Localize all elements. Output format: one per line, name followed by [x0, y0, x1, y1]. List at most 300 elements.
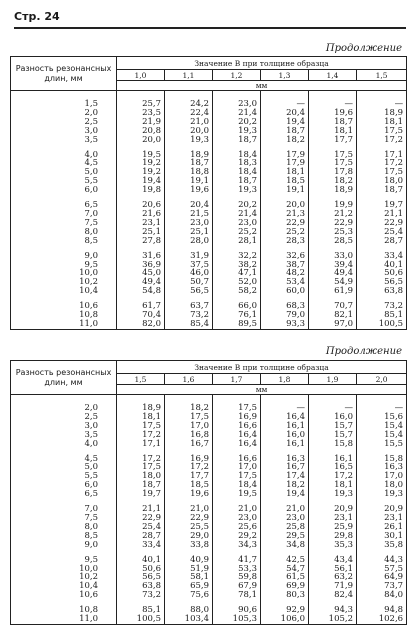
- thickness-header: 1,8: [261, 374, 309, 385]
- value-cell: 15,6: [357, 413, 407, 422]
- value-cell: 17,2: [117, 431, 165, 440]
- value-cell: 25,1: [165, 228, 213, 237]
- value-cell: 15,8: [309, 440, 357, 449]
- value-cell: 21,3: [261, 210, 309, 219]
- value-cell: 19,5: [213, 490, 261, 499]
- value-cell: —: [261, 404, 309, 413]
- value-cell: 15,7: [309, 431, 357, 440]
- value-cell: 23,1: [309, 514, 357, 523]
- length-diff-cell: 3,5: [11, 431, 117, 440]
- value-cell: 18,3: [213, 159, 261, 168]
- gap-cell: [11, 395, 117, 405]
- length-diff-cell: 2,0: [11, 404, 117, 413]
- value-cell: 17,9: [261, 151, 309, 160]
- length-diff-cell: 10,0: [11, 565, 117, 574]
- value-cell: —: [309, 404, 357, 413]
- value-cell: 78,1: [213, 591, 261, 600]
- value-cell: 17,0: [213, 463, 261, 472]
- value-cell: 22,4: [165, 109, 213, 118]
- value-cell: 18,7: [309, 118, 357, 127]
- value-cell: 32,2: [213, 252, 261, 261]
- value-cell: 17,4: [261, 472, 309, 481]
- value-cell: 38,2: [213, 261, 261, 270]
- value-cell: 105,3: [213, 615, 261, 624]
- value-cell: 18,2: [261, 481, 309, 490]
- value-cell: 19,6: [165, 490, 213, 499]
- value-cell: 28,7: [357, 237, 407, 246]
- value-cell: 17,2: [357, 159, 407, 168]
- continuation-label-1: Продолжение: [325, 43, 402, 54]
- value-cell: 18,4: [213, 168, 261, 177]
- value-cell: 63,7: [165, 302, 213, 311]
- value-cell: 21,0: [165, 505, 213, 514]
- value-cell: —: [261, 100, 309, 109]
- thickness-header: 1,4: [309, 70, 357, 81]
- value-cell: 29,5: [261, 532, 309, 541]
- value-cell: 39,4: [309, 261, 357, 270]
- value-cell: 29,2: [213, 532, 261, 541]
- value-cell: 58,1: [165, 573, 213, 582]
- value-cell: 37,5: [165, 261, 213, 270]
- value-cell: 28,3: [261, 237, 309, 246]
- value-cell: 21,1: [117, 505, 165, 514]
- length-diff-cell: 10,4: [11, 582, 117, 591]
- value-cell: 19,7: [117, 490, 165, 499]
- value-cell: 75,6: [165, 591, 213, 600]
- table-row: [11, 320, 407, 329]
- value-cell: 16,7: [261, 463, 309, 472]
- value-cell: 63,8: [117, 582, 165, 591]
- value-cell: 25,9: [309, 523, 357, 532]
- value-cell: 102,6: [357, 615, 407, 624]
- value-cell: 61,9: [309, 287, 357, 296]
- value-cell: 19,3: [165, 136, 213, 145]
- length-diff-cell: 4,0: [11, 440, 117, 449]
- value-cell: 17,0: [357, 472, 407, 481]
- length-diff-cell: 9,0: [11, 541, 117, 550]
- length-diff-cell: 9,0: [11, 252, 117, 261]
- value-cell: 21,2: [309, 210, 357, 219]
- value-cell: 33,8: [165, 541, 213, 550]
- value-cell: 17,2: [357, 136, 407, 145]
- values-table-2: [10, 360, 407, 625]
- value-cell: 68,3: [261, 302, 309, 311]
- value-cell: 17,5: [357, 127, 407, 136]
- table-row: [11, 186, 407, 195]
- table-body: [11, 395, 407, 625]
- value-cell: 17,9: [261, 159, 309, 168]
- value-cell: 17,5: [309, 151, 357, 160]
- value-cell: 73,7: [357, 582, 407, 591]
- value-cell: 23,5: [117, 109, 165, 118]
- value-cell: 25,4: [117, 523, 165, 532]
- value-cell: 25,8: [261, 523, 309, 532]
- length-diff-cell: 10,0: [11, 269, 117, 278]
- value-cell: 22,9: [357, 219, 407, 228]
- length-diff-cell: 8,0: [11, 228, 117, 237]
- value-cell: 25,1: [117, 228, 165, 237]
- value-cell: 32,6: [261, 252, 309, 261]
- value-cell: 18,1: [309, 481, 357, 490]
- length-diff-cell: 7,0: [11, 210, 117, 219]
- value-cell: 21,0: [213, 505, 261, 514]
- value-cell: 19,3: [213, 186, 261, 195]
- length-diff-cell: 6,0: [11, 186, 117, 195]
- value-cell: 71,9: [309, 582, 357, 591]
- length-diff-cell: 10,8: [11, 606, 117, 615]
- value-cell: 33,4: [117, 541, 165, 550]
- value-cell: 17,7: [165, 472, 213, 481]
- value-cell: —: [357, 100, 407, 109]
- length-diff-cell: 2,5: [11, 118, 117, 127]
- value-cell: 17,1: [357, 151, 407, 160]
- value-cell: 28,5: [309, 237, 357, 246]
- value-cell: 18,4: [213, 481, 261, 490]
- value-cell: 61,5: [261, 573, 309, 582]
- value-cell: 22,9: [165, 514, 213, 523]
- value-cell: 40,1: [357, 261, 407, 270]
- length-diff-cell: 10,6: [11, 302, 117, 311]
- value-cell: 90,6: [213, 606, 261, 615]
- length-diff-cell: 10,2: [11, 278, 117, 287]
- value-cell: 19,2: [117, 159, 165, 168]
- thickness-header: 1,6: [165, 374, 213, 385]
- value-cell: 28,7: [117, 532, 165, 541]
- value-cell: 35,3: [309, 541, 357, 550]
- value-header: Значение B при толщине образца: [117, 57, 407, 70]
- value-cell: 22,9: [117, 514, 165, 523]
- value-cell: 25,7: [117, 100, 165, 109]
- page-header: Стр. 24: [14, 10, 60, 23]
- value-cell: 18,0: [357, 177, 407, 186]
- value-cell: 16,9: [213, 413, 261, 422]
- value-cell: 67,9: [213, 582, 261, 591]
- value-cell: 89,5: [213, 320, 261, 329]
- value-cell: 63,2: [309, 573, 357, 582]
- length-diff-cell: 3,0: [11, 127, 117, 136]
- value-cell: 50,7: [165, 278, 213, 287]
- length-diff-cell: 4,0: [11, 151, 117, 160]
- header-rule: [14, 27, 406, 29]
- value-cell: 47,1: [213, 269, 261, 278]
- value-cell: 57,5: [357, 565, 407, 574]
- value-cell: 88,0: [165, 606, 213, 615]
- value-cell: 70,4: [117, 311, 165, 320]
- value-cell: 16,9: [165, 455, 213, 464]
- value-cell: 94,8: [357, 606, 407, 615]
- value-cell: 100,5: [357, 320, 407, 329]
- table-row: [11, 490, 407, 499]
- value-cell: 19,1: [165, 177, 213, 186]
- values-table-1: [10, 56, 407, 330]
- thickness-header: 1,5: [357, 70, 407, 81]
- table-header: [11, 57, 407, 91]
- value-cell: 92,9: [261, 606, 309, 615]
- value-cell: 17,2: [309, 472, 357, 481]
- value-cell: 25,5: [165, 523, 213, 532]
- value-cell: 19,3: [357, 490, 407, 499]
- value-cell: 73,2: [165, 311, 213, 320]
- value-cell: 69,9: [261, 582, 309, 591]
- length-diff-cell: 7,0: [11, 505, 117, 514]
- value-cell: 60,0: [261, 287, 309, 296]
- value-cell: 19,3: [213, 127, 261, 136]
- value-cell: 16,4: [213, 431, 261, 440]
- value-cell: 20,4: [165, 201, 213, 210]
- value-cell: 23,0: [213, 219, 261, 228]
- value-cell: 56,1: [309, 565, 357, 574]
- length-diff-cell: 8,5: [11, 237, 117, 246]
- value-cell: 23,0: [213, 514, 261, 523]
- value-cell: 19,6: [309, 109, 357, 118]
- value-cell: 54,7: [261, 565, 309, 574]
- value-cell: 23,0: [213, 100, 261, 109]
- value-cell: 61,7: [117, 302, 165, 311]
- value-cell: 49,4: [117, 278, 165, 287]
- unit-header: мм: [117, 385, 407, 395]
- value-cell: 17,5: [117, 463, 165, 472]
- length-diff-cell: 6,5: [11, 490, 117, 499]
- value-cell: 18,8: [165, 168, 213, 177]
- unit-header: мм: [117, 81, 407, 91]
- value-cell: 16,4: [213, 440, 261, 449]
- value-cell: 56,5: [165, 287, 213, 296]
- value-cell: 17,5: [213, 404, 261, 413]
- value-cell: 24,2: [165, 100, 213, 109]
- value-cell: 22,9: [309, 219, 357, 228]
- value-cell: 25,4: [357, 228, 407, 237]
- value-cell: 45,0: [117, 269, 165, 278]
- value-cell: 20,9: [309, 505, 357, 514]
- value-cell: 21,4: [213, 109, 261, 118]
- length-diff-cell: 3,0: [11, 422, 117, 431]
- value-cell: 70,7: [309, 302, 357, 311]
- value-cell: 19,4: [261, 490, 309, 499]
- thickness-header: 1,2: [213, 70, 261, 81]
- value-cell: 18,7: [261, 127, 309, 136]
- value-cell: 15,4: [357, 422, 407, 431]
- length-diff-cell: 5,5: [11, 472, 117, 481]
- value-cell: 18,1: [261, 168, 309, 177]
- value-cell: 16,6: [213, 455, 261, 464]
- length-diff-cell: 7,5: [11, 514, 117, 523]
- value-cell: 23,0: [261, 514, 309, 523]
- value-cell: 17,1: [117, 440, 165, 449]
- value-cell: 21,5: [165, 210, 213, 219]
- value-cell: 16,7: [165, 440, 213, 449]
- value-cell: 18,7: [165, 159, 213, 168]
- value-cell: 50,6: [117, 565, 165, 574]
- value-cell: 16,1: [309, 455, 357, 464]
- value-cell: 66,0: [213, 302, 261, 311]
- value-cell: 18,7: [213, 177, 261, 186]
- length-diff-cell: 6,5: [11, 201, 117, 210]
- length-diff-cell: 10,8: [11, 311, 117, 320]
- value-cell: 18,2: [309, 177, 357, 186]
- value-cell: 23,0: [165, 219, 213, 228]
- value-cell: 17,8: [309, 168, 357, 177]
- thickness-header: 1,3: [261, 70, 309, 81]
- length-diff-cell: 10,4: [11, 287, 117, 296]
- value-cell: 18,5: [261, 177, 309, 186]
- value-cell: 20,0: [261, 201, 309, 210]
- table-row: [11, 541, 407, 550]
- value-cell: 19,8: [117, 186, 165, 195]
- value-cell: 18,9: [117, 404, 165, 413]
- value-cell: 50,6: [357, 269, 407, 278]
- value-cell: 51,9: [165, 565, 213, 574]
- value-cell: 16,3: [261, 455, 309, 464]
- value-cell: 22,9: [261, 219, 309, 228]
- value-cell: 54,9: [309, 278, 357, 287]
- length-diff-cell: 5,0: [11, 463, 117, 472]
- value-cell: 17,5: [213, 472, 261, 481]
- value-cell: —: [309, 100, 357, 109]
- value-cell: 16,1: [261, 440, 309, 449]
- value-cell: 18,7: [117, 481, 165, 490]
- value-cell: 64,9: [357, 573, 407, 582]
- value-cell: 15,5: [357, 440, 407, 449]
- thickness-header: 1,9: [309, 374, 357, 385]
- value-cell: 16,5: [309, 463, 357, 472]
- value-cell: 73,2: [117, 591, 165, 600]
- value-cell: 76,1: [213, 311, 261, 320]
- value-cell: 100,5: [117, 615, 165, 624]
- thickness-header: 1,0: [117, 70, 165, 81]
- table-row: [11, 591, 407, 600]
- value-cell: 20,0: [117, 136, 165, 145]
- value-cell: 44,3: [357, 556, 407, 565]
- value-cell: 94,3: [309, 606, 357, 615]
- value-cell: 26,1: [357, 523, 407, 532]
- value-cell: 38,7: [261, 261, 309, 270]
- value-cell: 36,9: [117, 261, 165, 270]
- value-cell: 85,1: [357, 311, 407, 320]
- value-cell: 84,0: [357, 591, 407, 600]
- value-cell: 25,2: [213, 228, 261, 237]
- value-cell: 17,5: [309, 159, 357, 168]
- value-cell: 34,3: [213, 541, 261, 550]
- value-cell: 21,4: [213, 210, 261, 219]
- length-diff-cell: 6,0: [11, 481, 117, 490]
- value-cell: 20,0: [165, 127, 213, 136]
- value-cell: 20,9: [357, 505, 407, 514]
- value-cell: 16,0: [261, 431, 309, 440]
- value-cell: 17,5: [357, 168, 407, 177]
- value-cell: 29,8: [309, 532, 357, 541]
- param-header: Разность резонансных длин, мм: [11, 361, 117, 395]
- value-cell: 21,0: [261, 505, 309, 514]
- value-cell: 17,5: [165, 413, 213, 422]
- value-cell: 80,3: [261, 591, 309, 600]
- value-cell: 19,3: [309, 490, 357, 499]
- table-row: [11, 237, 407, 246]
- value-cell: 18,1: [357, 118, 407, 127]
- table-header: [11, 361, 407, 395]
- table-row: [11, 136, 407, 145]
- value-cell: 43,4: [309, 556, 357, 565]
- length-diff-cell: 1,5: [11, 100, 117, 109]
- value-cell: 18,9: [309, 186, 357, 195]
- table-row: [11, 615, 407, 624]
- value-cell: 106,0: [261, 615, 309, 624]
- value-cell: 16,4: [261, 413, 309, 422]
- value-cell: 20,4: [261, 109, 309, 118]
- value-cell: 16,0: [309, 413, 357, 422]
- value-cell: 85,1: [117, 606, 165, 615]
- value-cell: 23,1: [357, 514, 407, 523]
- value-cell: 49,4: [309, 269, 357, 278]
- value-cell: 15,7: [309, 422, 357, 431]
- value-cell: 27,8: [117, 237, 165, 246]
- value-cell: 18,1: [309, 127, 357, 136]
- value-cell: 17,2: [117, 455, 165, 464]
- value-cell: 16,1: [261, 422, 309, 431]
- value-cell: 105,2: [309, 615, 357, 624]
- value-cell: 54,8: [117, 287, 165, 296]
- value-cell: 85,4: [165, 320, 213, 329]
- length-diff-cell: 4,5: [11, 159, 117, 168]
- value-cell: 28,0: [165, 237, 213, 246]
- length-diff-cell: 4,5: [11, 455, 117, 464]
- thickness-header: 1,7: [213, 374, 261, 385]
- value-cell: 23,1: [117, 219, 165, 228]
- value-cell: 46,0: [165, 269, 213, 278]
- table-body: [11, 91, 407, 330]
- value-cell: 16,6: [213, 422, 261, 431]
- value-cell: 19,6: [165, 186, 213, 195]
- value-cell: 103,4: [165, 615, 213, 624]
- value-cell: 29,0: [165, 532, 213, 541]
- value-cell: 33,0: [309, 252, 357, 261]
- value-cell: 18,7: [213, 136, 261, 145]
- value-cell: 56,5: [357, 278, 407, 287]
- length-diff-cell: 11,0: [11, 320, 117, 329]
- value-cell: 20,2: [213, 118, 261, 127]
- value-cell: 20,2: [213, 201, 261, 210]
- value-cell: 48,2: [261, 269, 309, 278]
- value-cell: 19,9: [309, 201, 357, 210]
- value-cell: 17,5: [117, 422, 165, 431]
- length-diff-cell: 10,2: [11, 573, 117, 582]
- value-cell: 82,4: [309, 591, 357, 600]
- gap-cell: [11, 91, 117, 101]
- value-cell: 53,3: [213, 565, 261, 574]
- value-cell: 25,6: [213, 523, 261, 532]
- value-cell: 21,6: [117, 210, 165, 219]
- value-cell: 59,8: [213, 573, 261, 582]
- length-diff-cell: 5,0: [11, 168, 117, 177]
- value-cell: 93,3: [261, 320, 309, 329]
- value-cell: 33,4: [357, 252, 407, 261]
- value-cell: 20,8: [117, 127, 165, 136]
- length-diff-cell: 8,5: [11, 532, 117, 541]
- value-cell: 18,4: [213, 151, 261, 160]
- value-cell: 19,4: [261, 118, 309, 127]
- table-row: [11, 440, 407, 449]
- value-cell: 16,8: [165, 431, 213, 440]
- value-cell: 18,5: [165, 481, 213, 490]
- table-row: [11, 287, 407, 296]
- value-cell: 31,6: [117, 252, 165, 261]
- value-cell: 41,7: [213, 556, 261, 565]
- value-cell: 73,2: [357, 302, 407, 311]
- value-cell: 42,5: [261, 556, 309, 565]
- value-cell: 82,1: [309, 311, 357, 320]
- value-cell: 40,9: [165, 556, 213, 565]
- value-cell: 19,7: [357, 201, 407, 210]
- value-cell: 18,2: [261, 136, 309, 145]
